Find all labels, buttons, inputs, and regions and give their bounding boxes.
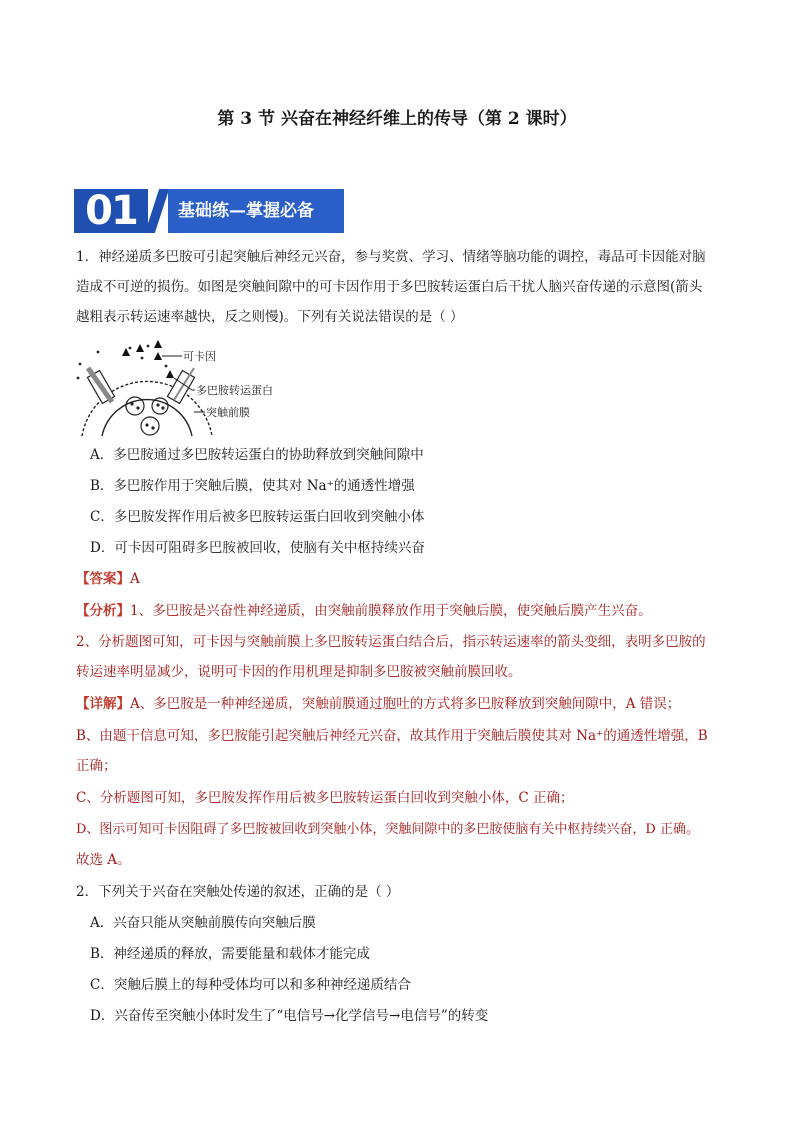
detail-line-a xyxy=(76,694,680,714)
analysis-line-3: 转运速率明显减少，说明可卡因的作用机理是抑制多巴胺被突触前膜回收。 xyxy=(76,664,522,680)
section-banner xyxy=(74,189,344,233)
q1-stem-line-1: 1．神经递质多巴胺可引起突触后神经元兴奋，参与奖赏、学习、情绪等脑功能的调控，毒品可卡因能对脑 xyxy=(76,249,706,265)
answer-line xyxy=(76,569,140,589)
detail-line-d: D、图示可知可卡因阻碍了多巴胺被回收到突触小体，突触间隙中的多巴胺使脑有关中枢持续兴奋，D 正确。 xyxy=(76,822,699,837)
q1-option-d: D．可卡因可阻碍多巴胺被回收，使脑有关中枢持续兴奋 xyxy=(90,540,425,556)
label-transporter: 多巴胺转运蛋白 xyxy=(196,384,273,397)
section-number: 01 xyxy=(74,189,148,233)
q2-stem: 2．下列关于兴奋在突触处传递的叙述，正确的是（ ） xyxy=(76,884,400,900)
q2-option-b: B．神经递质的释放，需要能量和载体才能完成 xyxy=(90,946,370,962)
synapse-diagram xyxy=(70,338,300,438)
synapse-diagram-svg xyxy=(70,338,300,438)
detail-tag: 【详解】 xyxy=(76,696,130,712)
detail-text-a: A、多巴胺是一种神经递质，突触前膜通过胞吐的方式将多巴胺释放到突触间隙中，A 错误； xyxy=(130,696,681,712)
conclusion-line: 故选 A。 xyxy=(76,852,131,868)
page-title: 第 3 节 兴奋在神经纤维上的传导（第 2 课时） xyxy=(217,109,577,129)
banner-divider xyxy=(145,189,169,233)
analysis-line-2: 2、分析题图可知，可卡因与突触前膜上多巴胺转运蛋白结合后，指示转运速率的箭头变细，表明多巴胺的 xyxy=(76,634,706,650)
label-membrane: 突触前膜 xyxy=(206,406,250,419)
q1-stem-line-2: 造成不可逆的损伤。如图是突触间隙中的可卡因作用于多巴胺转运蛋白后干扰人脑兴奋传递的示意图(箭头 xyxy=(76,279,703,295)
q1-stem-line-3: 越粗表示转运速率越快，反之则慢)。下列有关说法错误的是（ ） xyxy=(76,309,464,325)
answer-tag: 【答案】 xyxy=(76,571,130,587)
detail-line-c: C、分析题图可知，多巴胺发挥作用后被多巴胺转运蛋白回收到突触小体，C 正确； xyxy=(76,790,574,806)
detail-line-b2: 正确； xyxy=(76,758,117,774)
detail-line-b1: B、由题干信息可知，多巴胺能引起突触后神经元兴奋，故其作用于突触后膜使其对 Na⁺的通透性增强，B xyxy=(76,728,708,744)
q1-option-c: C．多巴胺发挥作用后被多巴胺转运蛋白回收到突触小体 xyxy=(90,509,425,525)
q2-option-d: D．兴奋传至突触小体时发生了“电信号→化学信号→电信号”的转变 xyxy=(90,1008,489,1024)
section-label: 基础练—掌握必备 xyxy=(178,201,314,221)
answer-value: A xyxy=(130,571,140,587)
analysis-line-1 xyxy=(76,601,652,621)
analysis-tag: 【分析】 xyxy=(76,603,130,619)
label-cocaine: 可卡因 xyxy=(183,350,216,363)
analysis-text-1: 1、多巴胺是兴奋性神经递质，由突触前膜释放作用于突触后膜，使突触后膜产生兴奋。 xyxy=(130,603,652,619)
q2-option-a: A．兴奋只能从突触前膜传向突触后膜 xyxy=(90,915,316,931)
q2-option-c: C．突触后膜上的每种受体均可以和多种神经递质结合 xyxy=(90,977,411,993)
q1-option-b: B．多巴胺作用于突触后膜，使其对 Na⁺的通透性增强 xyxy=(90,478,415,494)
q1-option-a: A．多巴胺通过多巴胺转运蛋白的协助释放到突触间隙中 xyxy=(90,447,424,463)
